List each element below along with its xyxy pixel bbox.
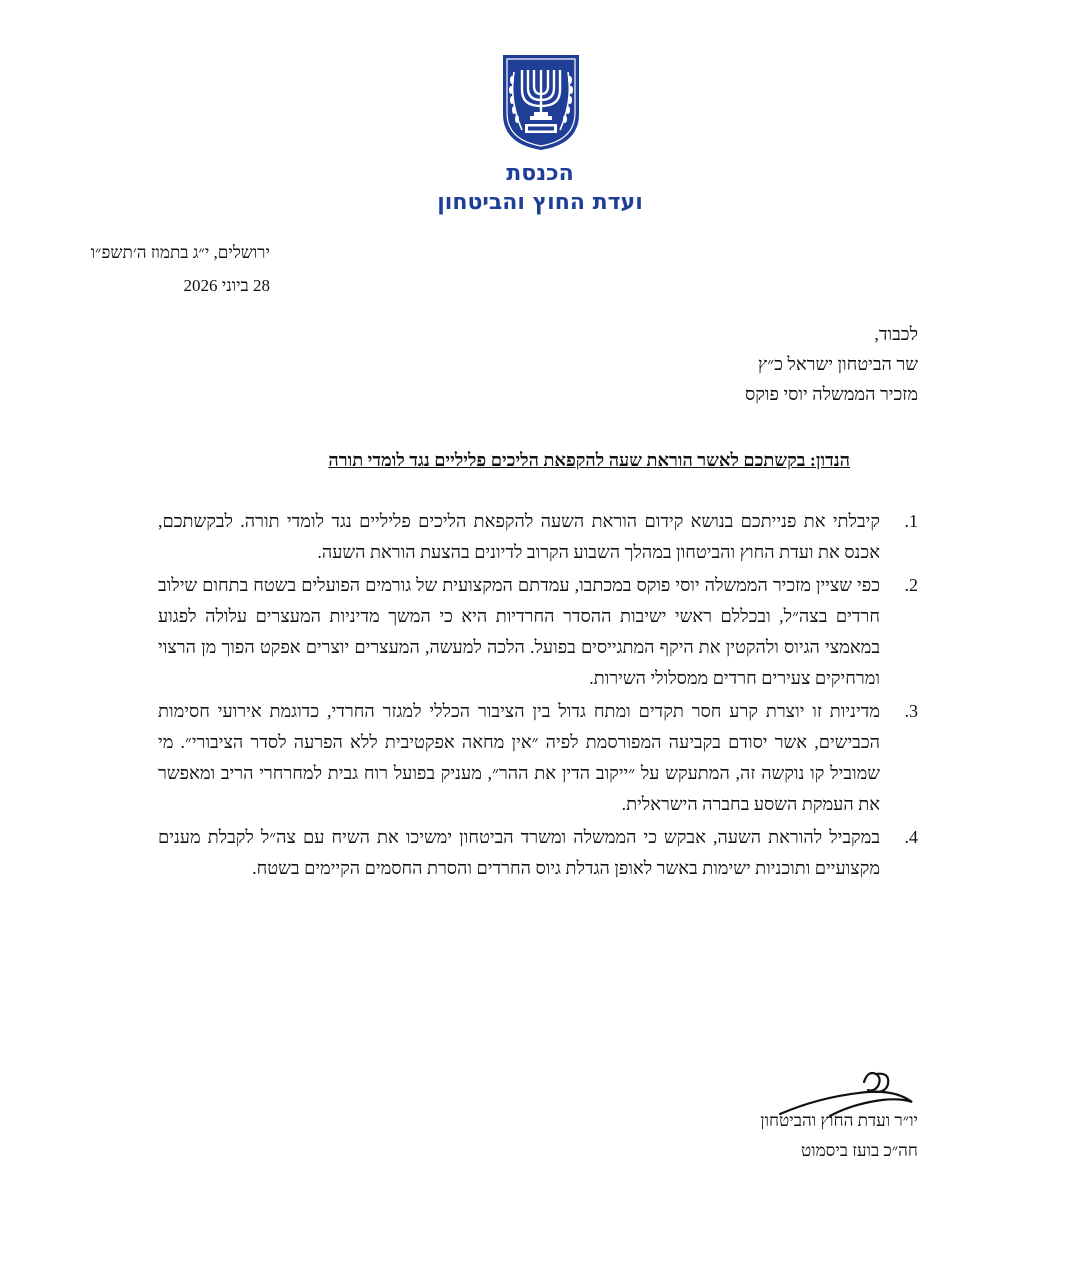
letterhead [340, 160, 740, 218]
item-number: 2. [904, 575, 918, 595]
item-number: 4. [904, 827, 918, 847]
addressee-line: שר הביטחון ישראל כ״ץ [757, 354, 918, 374]
organization-name: הכנסת [506, 161, 574, 186]
item-number: 1. [904, 511, 918, 531]
signer-title: יו״ר ועדת החוץ והביטחון [760, 1111, 918, 1130]
salutation: לכבוד, [874, 324, 918, 344]
list-item [158, 570, 918, 694]
israel-emblem-icon [500, 52, 582, 152]
gregorian-date: 28 ביוני 2026 [183, 276, 270, 295]
item-number: 3. [904, 701, 918, 721]
item-text: במקביל להוראת השעה, אבקש כי הממשלה ומשרד הביטחון ימשיכו את השיח עם צה״ל לקבלת מענים מקצועיים ותוכניות ישימות באשר לאופן הגדלת גיוס החרדים והסרת החסמים הקיימים בשטח. [158, 827, 880, 878]
signer-name: חה״כ בועז ביסמוט [800, 1141, 918, 1160]
item-text: קיבלתי את פנייתכם בנושא קידום הוראת השעה להקפאת הליכים פליליים נגד לומדי תורה. לבקשתכם, אכנס את ועדת החוץ והביטחון במהלך השבוע הקרוב לדיונים בהצעת הוראת השעה. [158, 511, 880, 562]
date-block [0, 236, 270, 302]
subject-line: הנדון: בקשתכם לאשר הוראת שעה להקפאת הליכים פליליים נגד לומדי תורה [328, 450, 850, 470]
list-item [158, 506, 918, 568]
committee-name: ועדת החוץ והביטחון [437, 190, 643, 215]
list-item [158, 822, 918, 884]
signature-block [618, 1106, 918, 1166]
item-text: מדיניות זו יוצרת קרע חסר תקדים ומתח גדול בין הציבור הכללי למגזר החרדי, כדוגמת אירועי חסימות הכבישים, אשר יסודם בקביעה המפורסמת לפיה ״אין מחאה אפקטיבית ללא הפרעה לסדר הציבורי״. מי שמוביל קו נוקשה זה, המתעקש על ״ייקוב הדין את ההר״, מעניק בפועל רוח גבית למחרחרי הריב ומאפשר את העמקת השסע בחברה הישראלית. [158, 701, 880, 814]
list-item [158, 696, 918, 820]
item-text: כפי שציין מזכיר הממשלה יוסי פוקס במכתבו, עמדתם המקצועית של גורמים הפועלים בשטח בתחום שילוב חרדים בצה״ל, ובכללם ראשי ישיבות ההסדר החרדיות היא כי המשך מדיניות המעצרים עלולה לפגוע במאמצי הגיוס ולהקטין את היקף המתגייסים בפועל. הלכה למעשה, המעצרים יוצרים אפקט הפוך מן הרצוי ומרחיקים צעירים חרדים ממסלולי השירות. [158, 575, 880, 688]
addressees [418, 319, 918, 409]
letter-body [158, 506, 918, 886]
addressee-line: מזכיר הממשלה יוסי פוקס [745, 384, 918, 404]
hebrew-date: ירושלים, י״ג בתמוז ה׳תשפ״ו [90, 243, 270, 262]
